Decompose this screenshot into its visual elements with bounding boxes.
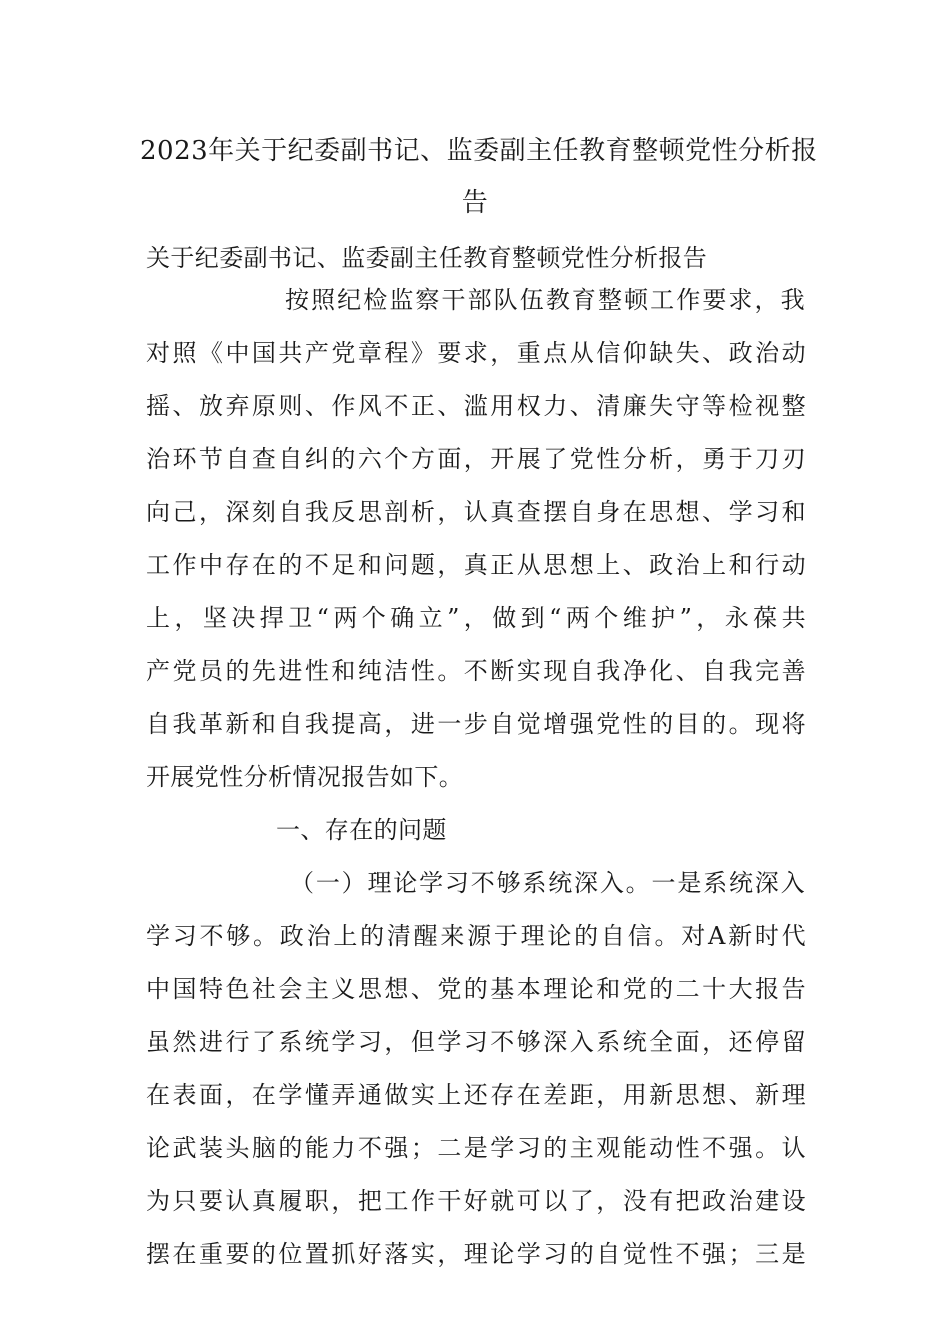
paragraph-line: 按照纪检监察干部队伍教育整顿工作要求，我 — [285, 286, 805, 314]
paragraph-line: 向己，深刻自我反思剖析，认真查摆自身在思想、学习和 — [146, 498, 806, 526]
document-subtitle: 关于纪委副书记、监委副主任教育整顿党性分析报告 — [146, 244, 708, 272]
paragraph-line: 对照《中国共产党章程》要求，重点从信仰缺失、政治动 — [146, 339, 806, 367]
paragraph-line: 上，坚决捍卫“两个确立”，做到“两个维护”，永葆共 — [146, 604, 806, 632]
paragraph-line: 在表面，在学懂弄通做实上还存在差距，用新思想、新理 — [146, 1081, 806, 1109]
paragraph-line: 摇、放弃原则、作风不正、滥用权力、清廉失守等检视整 — [146, 392, 806, 420]
section-heading: 一、存在的问题 — [276, 816, 447, 844]
paragraph-line: 为只要认真履职，把工作干好就可以了，没有把政治建设 — [146, 1187, 806, 1215]
paragraph-line: 摆在重要的位置抓好落实，理论学习的自觉性不强；三是 — [146, 1240, 806, 1268]
paragraph-line: 治环节自查自纠的六个方面，开展了党性分析，勇于刀刃 — [146, 445, 806, 473]
paragraph-line: 产党员的先进性和纯洁性。不断实现自我净化、自我完善 — [146, 657, 806, 685]
paragraph-line: 中国特色社会主义思想、党的基本理论和党的二十大报告 — [146, 975, 806, 1003]
paragraph-line: 论武装头脑的能力不强；二是学习的主观能动性不强。认 — [146, 1134, 806, 1162]
paragraph-line: 工作中存在的不足和问题，真正从思想上、政治上和行动 — [146, 551, 806, 579]
paragraph-line: 虽然进行了系统学习，但学习不够深入系统全面，还停留 — [146, 1028, 806, 1056]
paragraph-line: 自我革新和自我提高，进一步自觉增强党性的目的。现将 — [146, 710, 806, 738]
paragraph-line: 学习不够。政治上的清醒来源于理论的自信。对A新时代 — [146, 922, 806, 950]
document-title-line-1: 2023年关于纪委副书记、监委副主任教育整顿党性分析报 — [140, 136, 818, 166]
document-title-line-2: 告 — [461, 188, 489, 218]
paragraph-line: 开展党性分析情况报告如下。 — [146, 763, 464, 791]
paragraph-line: （一）理论学习不够系统深入。一是系统深入 — [290, 869, 805, 897]
